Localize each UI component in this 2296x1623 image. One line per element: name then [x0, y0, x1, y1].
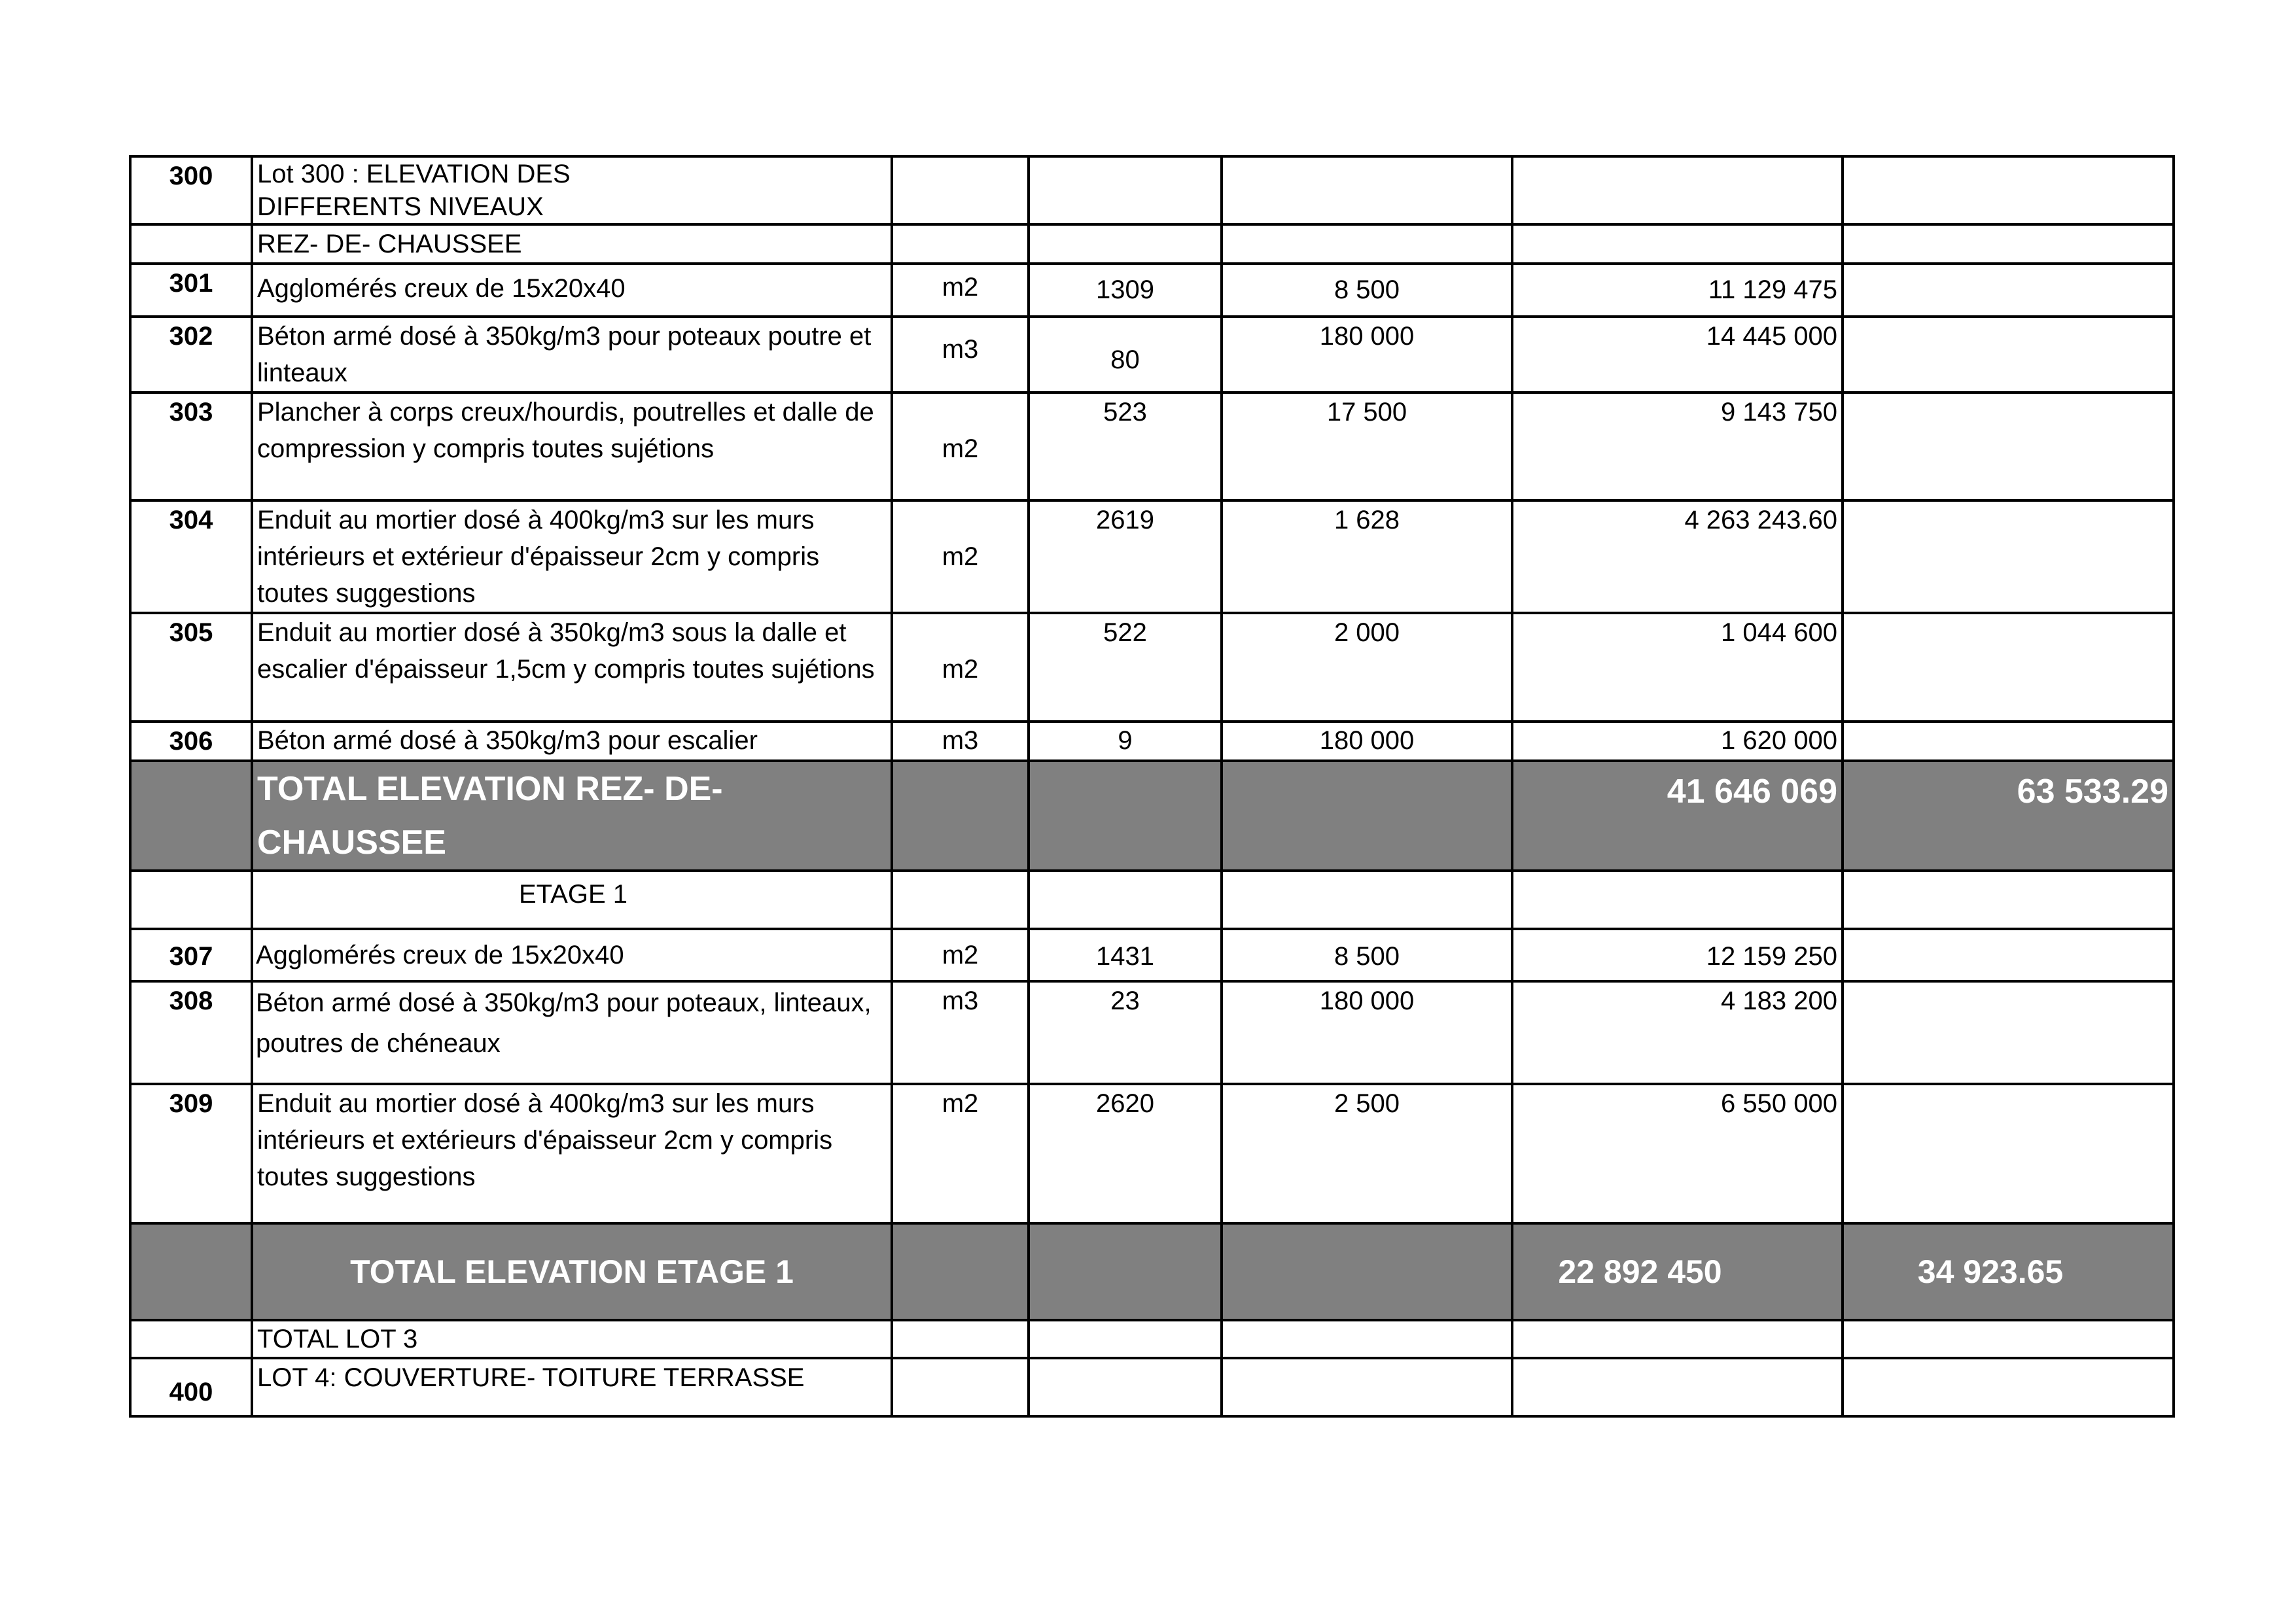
- quantity-cell: [1029, 224, 1222, 264]
- item-description: Béton armé dosé à 350kg/m3 pour poteaux poutre et linteaux: [252, 317, 892, 393]
- extra-cell: [1843, 1084, 2174, 1223]
- amount-cell: 1 620 000: [1512, 722, 1843, 761]
- item-code: 301: [130, 264, 252, 317]
- item-code: 306: [130, 722, 252, 761]
- item-code: [130, 224, 252, 264]
- amount-cell: 12 159 250: [1512, 929, 1843, 981]
- extra-cell: [1843, 613, 2174, 722]
- total-row-rdc: [130, 761, 2174, 871]
- amount-cell: 11 129 475: [1512, 264, 1843, 317]
- quantity-cell: [1029, 1358, 1222, 1416]
- amount-cell: 4 183 200: [1512, 981, 1843, 1084]
- unit-cell: [892, 761, 1029, 871]
- item-code: 307: [130, 929, 252, 981]
- item-code: 303: [130, 393, 252, 500]
- item-description: Béton armé dosé à 350kg/m3 pour escalier: [252, 722, 892, 761]
- table-row-302: [130, 317, 2174, 393]
- table-row-300: [130, 156, 2174, 224]
- quantity-cell: 1431: [1029, 929, 1222, 981]
- unit-price-cell: [1222, 224, 1512, 264]
- unit-price-cell: [1222, 156, 1512, 224]
- table-row-305: [130, 613, 2174, 722]
- item-description: Agglomérés creux de 15x20x40: [252, 929, 892, 981]
- total-label: TOTAL ELEVATION ETAGE 1: [252, 1223, 892, 1320]
- amount-cell: [1512, 224, 1843, 264]
- amount-cell: 4 263 243.60: [1512, 500, 1843, 613]
- extra-cell: [1843, 1358, 2174, 1416]
- unit-cell: m2: [892, 1084, 1029, 1223]
- unit-price-cell: 8 500: [1222, 929, 1512, 981]
- table-row-304: [130, 500, 2174, 613]
- unit-price-cell: 17 500: [1222, 393, 1512, 500]
- quantity-cell: 523: [1029, 393, 1222, 500]
- item-code: [130, 1223, 252, 1320]
- amount-cell: 9 143 750: [1512, 393, 1843, 500]
- unit-cell: m3: [892, 981, 1029, 1084]
- table-row-301: [130, 264, 2174, 317]
- amount-cell: [1512, 156, 1843, 224]
- unit-price-cell: 2 500: [1222, 1084, 1512, 1223]
- unit-cell: [892, 156, 1029, 224]
- quantity-cell: 9: [1029, 722, 1222, 761]
- table-row-309: [130, 1084, 2174, 1223]
- extra-cell: [1843, 317, 2174, 393]
- bill-of-quantities-table: [129, 155, 2175, 1418]
- amount-cell: 1 044 600: [1512, 613, 1843, 722]
- unit-price-cell: 180 000: [1222, 722, 1512, 761]
- item-code: 308: [130, 981, 252, 1084]
- unit-price-cell: [1222, 1320, 1512, 1358]
- total-row-etage1: [130, 1223, 2174, 1320]
- item-code: [130, 1320, 252, 1358]
- extra-cell: [1843, 929, 2174, 981]
- section-label: ETAGE 1: [519, 880, 627, 909]
- table-row-307: [130, 929, 2174, 981]
- unit-cell: [892, 871, 1029, 929]
- extra-cell: [1843, 981, 2174, 1084]
- section-label: REZ- DE- CHAUSSEE: [252, 224, 892, 264]
- extra-cell: [1843, 500, 2174, 613]
- item-description: Lot 300 : ELEVATION DES DIFFERENTS NIVEAUX: [252, 156, 892, 224]
- item-description: Enduit au mortier dosé à 400kg/m3 sur les murs intérieurs et extérieurs d'épaisseur 2cm y compris toutes suggestions: [252, 1084, 892, 1223]
- quantity-cell: 1309: [1029, 264, 1222, 317]
- quantity-cell: [1029, 156, 1222, 224]
- item-description: Agglomérés creux de 15x20x40: [252, 264, 892, 317]
- unit-price-cell: [1222, 871, 1512, 929]
- item-code: 304: [130, 500, 252, 613]
- amount-cell: [1512, 1320, 1843, 1358]
- extra-cell: [1843, 224, 2174, 264]
- item-description: Béton armé dosé à 350kg/m3 pour poteaux, linteaux, poutres de chéneaux: [252, 981, 892, 1084]
- unit-price-cell: 1 628: [1222, 500, 1512, 613]
- quantity-cell: 80: [1029, 317, 1222, 393]
- total-extra: 34 923.65: [1843, 1223, 2174, 1320]
- quantity-cell: [1029, 1320, 1222, 1358]
- table-row-308: [130, 981, 2174, 1084]
- unit-cell: m2: [892, 613, 1029, 722]
- unit-cell: m3: [892, 317, 1029, 393]
- item-description: Plancher à corps creux/hourdis, poutrelles et dalle de compression y compris toutes sujétions: [252, 393, 892, 500]
- unit-price-cell: [1222, 1358, 1512, 1416]
- total-amount: 41 646 069: [1512, 761, 1843, 871]
- unit-cell: m2: [892, 393, 1029, 500]
- extra-cell: [1843, 1320, 2174, 1358]
- section-row-rdc: [130, 224, 2174, 264]
- amount-cell: 6 550 000: [1512, 1084, 1843, 1223]
- amount-cell: [1512, 871, 1843, 929]
- item-code: 300: [130, 156, 252, 224]
- quantity-cell: 23: [1029, 981, 1222, 1084]
- total-label: TOTAL ELEVATION REZ- DE-CHAUSSEE: [252, 761, 892, 871]
- unit-cell: [892, 1358, 1029, 1416]
- unit-cell: [892, 1223, 1029, 1320]
- quantity-cell: [1029, 871, 1222, 929]
- total-extra: 63 533.29: [1843, 761, 2174, 871]
- total-lot3-row: [130, 1320, 2174, 1358]
- item-code: [130, 871, 252, 929]
- unit-price-cell: [1222, 761, 1512, 871]
- unit-price-cell: [1222, 1223, 1512, 1320]
- section-row-etage1: [130, 871, 2174, 929]
- unit-price-cell: 180 000: [1222, 317, 1512, 393]
- quantity-cell: 522: [1029, 613, 1222, 722]
- total-amount: 22 892 450: [1512, 1223, 1843, 1320]
- item-code: 302: [130, 317, 252, 393]
- table-row-306: [130, 722, 2174, 761]
- extra-cell: [1843, 264, 2174, 317]
- quantity-cell: 2619: [1029, 500, 1222, 613]
- unit-price-cell: 8 500: [1222, 264, 1512, 317]
- quantity-cell: [1029, 1223, 1222, 1320]
- unit-cell: m2: [892, 929, 1029, 981]
- unit-price-cell: 180 000: [1222, 981, 1512, 1084]
- table-row-303: [130, 393, 2174, 500]
- amount-cell: 14 445 000: [1512, 317, 1843, 393]
- item-code: 309: [130, 1084, 252, 1223]
- unit-cell: [892, 1320, 1029, 1358]
- item-description: LOT 4: COUVERTURE- TOITURE TERRASSE: [252, 1358, 892, 1416]
- item-description: Enduit au mortier dosé à 350kg/m3 sous la dalle et escalier d'épaisseur 1,5cm y compris toutes sujétions: [252, 613, 892, 722]
- quantity-cell: 2620: [1029, 1084, 1222, 1223]
- unit-cell: m2: [892, 264, 1029, 317]
- table-row-400: [130, 1358, 2174, 1416]
- quantity-cell: [1029, 761, 1222, 871]
- unit-price-cell: 2 000: [1222, 613, 1512, 722]
- extra-cell: [1843, 871, 2174, 929]
- item-code: [130, 761, 252, 871]
- item-code: 400: [130, 1358, 252, 1416]
- extra-cell: [1843, 156, 2174, 224]
- unit-cell: m2: [892, 500, 1029, 613]
- unit-cell: [892, 224, 1029, 264]
- extra-cell: [1843, 393, 2174, 500]
- amount-cell: [1512, 1358, 1843, 1416]
- extra-cell: [1843, 722, 2174, 761]
- total-lot3-label: TOTAL LOT 3: [252, 1320, 892, 1358]
- item-code: 305: [130, 613, 252, 722]
- item-description: Enduit au mortier dosé à 400kg/m3 sur les murs intérieurs et extérieur d'épaisseur 2cm y compris toutes suggestions: [252, 500, 892, 613]
- unit-cell: m3: [892, 722, 1029, 761]
